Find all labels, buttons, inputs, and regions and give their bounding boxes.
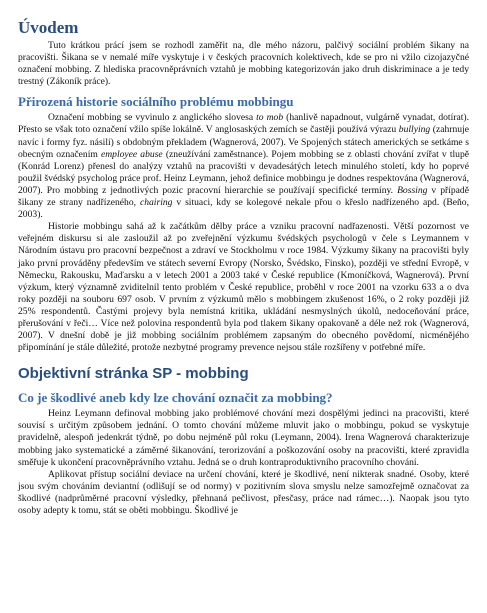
emphasis-term: chairing xyxy=(139,197,173,209)
heading-history: Přirozená historie sociálního problému mobbingu xyxy=(18,94,294,110)
heading-objective: Objektivní stránka SP - mobbing xyxy=(18,365,249,383)
paragraph-history-1 xyxy=(18,112,469,221)
paragraph-history-2: Historie mobbingu sahá až k začátkům dělby práce a vzniku pracovní nadřazenosti. Větší pozornost ve veřejném diskursu si ale zasloužil až po zveřejnění výzkumu švédských psychologů v čele s Leymannem v Národním ústavu pro pracovní bezpečnost a zdraví ve Stockholmu v roce 1984. Výzkumy šikany na pracovišti byly jako první prováděny především ve státech severní Evropy (Norsko, Švédsko, Finsko), později ve střední Evropě, v Německu, Rakousku, Maďarsku a v letech 2001 a 2003 také v České republice (Kmoníčková, Wagnerová). První výzkum, který významně zviditelnil tento problém v České republice, proběhl v roce 2001 na vzorku 633 a o dva roky později na souboru 697 osob. V prvním z výzkumů mělo s mobbingem zkušenost 16%, o 2 roky později již 25% respondentů. Častými projevy byla nemístná kritika, ukládání nesmyslných úkolů, nedoceňování práce, přerušování v řeči… Více než polovina respondentů byla pod tlakem šikany opakovaně a déle než rok (Wagnerová, 2007). V dnešní době je již mobbing sociálním problémem zapsaným do obecného povědomí, nicméněj​ého připomínání je stále důležité, protože nezbytné programy prevence nejsou stále rozšířeny v potřebné míře. xyxy=(18,221,469,354)
emphasis-term: bullying xyxy=(398,124,431,136)
text-run: v situaci, kdy se kolegové nekale přou o křeslo nadřízeného apd. (Beňo, 2003). xyxy=(18,197,469,221)
paragraph-objective-2: Aplikovat přístup sociální deviace na určení chování, které je škodlivé, není nikterak snadné. Osoby, které jsou svým chováním deviantní (odlišují se od normy) v pozitivním slova smyslu nelze samozřejmě označovat za škodlivé (nadprůměrné pracovní výsledky, přehnaná pečlivost, přesčasy, práce nad rámec…). Naopak jsou tyto osoby adepty k tomu, stát se oběti mobbingu. Škodlivé je xyxy=(18,468,469,516)
emphasis-term: employee abuse xyxy=(100,148,163,160)
text-run: (hanlivě napadnout, vulgárně vynadat, dotírat). Přesto se však toto označení vžilo spíše lokálně. V anglosaských zemích se častěji používá výrazu xyxy=(18,112,469,136)
heading-intro: Úvodem xyxy=(18,18,79,37)
emphasis-term: Bossing xyxy=(397,184,428,196)
subheading-harmful: Co je škodlivé aneb kdy lze chování označit za mobbing? xyxy=(18,390,333,406)
paragraph-intro: Tuto krátkou prácí jsem se rozhodl zaměřit na, dle mého názoru, palčivý sociální problém šikany na pracovišti. Šikana se v nemalé míře vyskytuje i v českých pracovních kolektivech, kde se pro ni vžilo cizojazyčné označení mobbing. Z hlediska pracovněprávních vztahů je mobbing kategorizován jako druh diskriminace a je tedy trestný (Zákoník práce). xyxy=(18,40,469,88)
text-run: Označení mobbing se vyvinulo z anglického slovesa xyxy=(48,112,257,124)
text-run: (zahrnuje navíc i formy fyz. násilí) s obdobným překladem (Wagnerová, 2007). Ve Spojených státech amerických se setkáme s obecným označením xyxy=(18,124,469,160)
text-run: v případě šikany ze strany nadřízeného, xyxy=(18,184,469,209)
emphasis-term: to mob xyxy=(256,112,284,124)
paragraph-objective-1: Heinz Leymann definoval mobbing jako problémové chování mezi dospělými jedinci na pracovišti, které souvisí s určitým způsobem jednání. O tomto chování můžeme mluvit jako o mobbingu, pokud se vyskytuje pravidelně, alespoň jedenkrát týdně, po dobu nejméně půl roku (Leymann, 2004). Irena Wagnerová charakterizuje mobbing jako systematické a záměrné šikanování, terorizování a poškozování osoby na pracovišti, které zpravidla směřuje k ukončení pracovněprávního vztahu. Jedná se o druh kontraproduktivního pracovního chování. xyxy=(18,408,469,468)
text-run: (zneužívání zaměstnance). Pojem mobbing se z oblasti chování zvířat v tlupě (Konrád Lorenz) přenesl do analýzy vztahů na pracovišti v devadesátých letech minulého století, kdy ho poprvé použil švédský psycholog práce prof. Heinz Leymann, jehož definice mobbingu je dodnes respektována (Wagnerová, 2007). Pro mobbing z jednotlivých pozic pracovní hierarchie se používají specifické termíny. xyxy=(18,148,469,196)
